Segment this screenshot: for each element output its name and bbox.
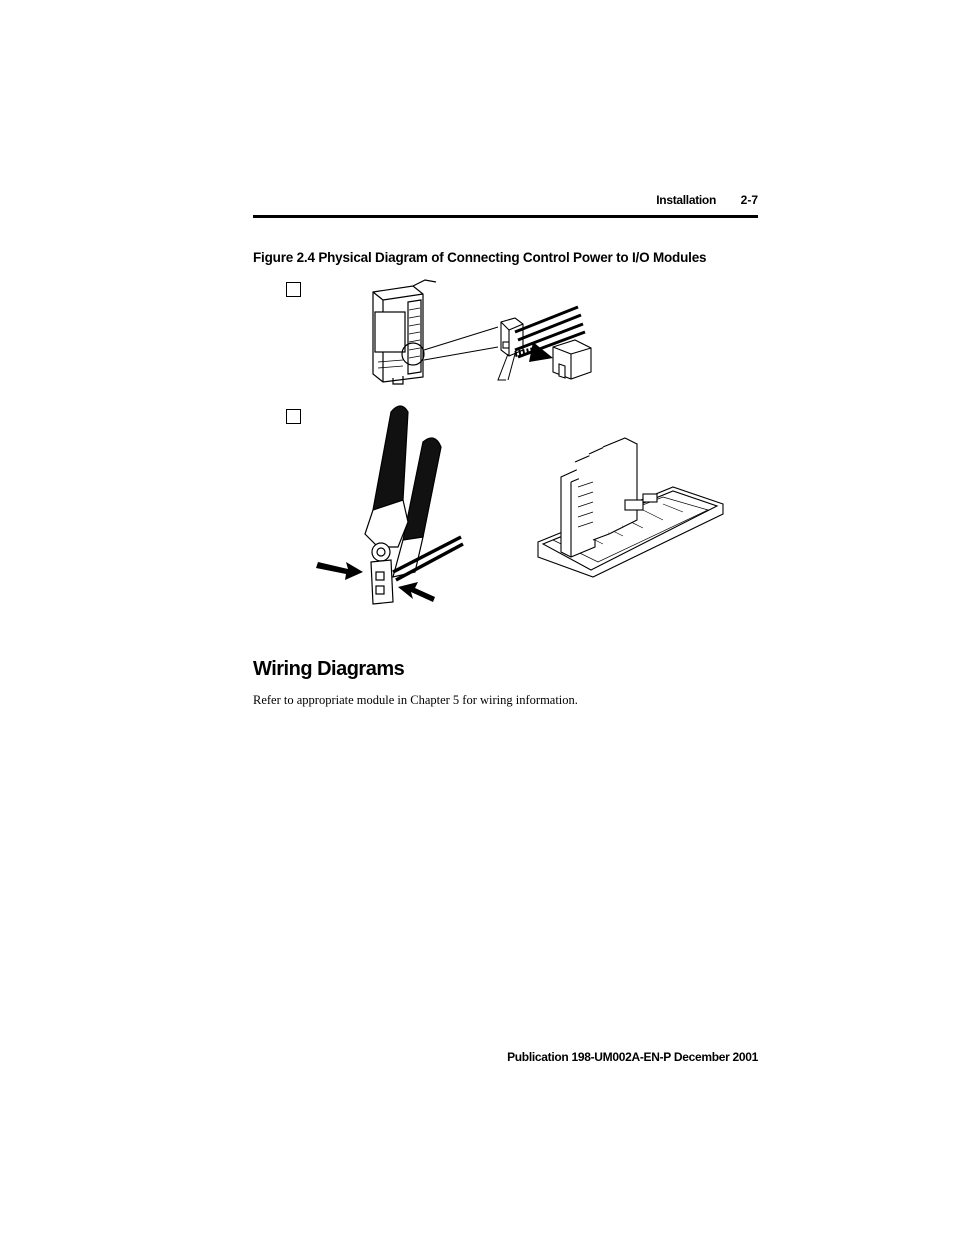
figure-illustration [253,272,758,612]
page-number: 2-7 [740,193,758,207]
figure-caption: Figure 2.4 Physical Diagram of Connecting Control Power to I/O Modules [253,250,707,265]
figure-drawing [253,272,758,612]
section-body-text: Refer to appropriate module in Chapter 5 for wiring information. [253,693,578,707]
arrow-right-icon [398,582,435,602]
arrow-left-icon [316,562,363,580]
header-section-title: Installation [656,193,716,207]
header-rule [253,215,758,218]
publication-footer: Publication 198-UM002A-EN-P December 2001 [507,1050,758,1064]
io-module-drawing [373,280,436,384]
base-assembly-drawing [538,438,723,577]
section-heading: Wiring Diagrams [253,658,405,680]
page-header [253,191,758,211]
cap-drawing [553,340,591,379]
